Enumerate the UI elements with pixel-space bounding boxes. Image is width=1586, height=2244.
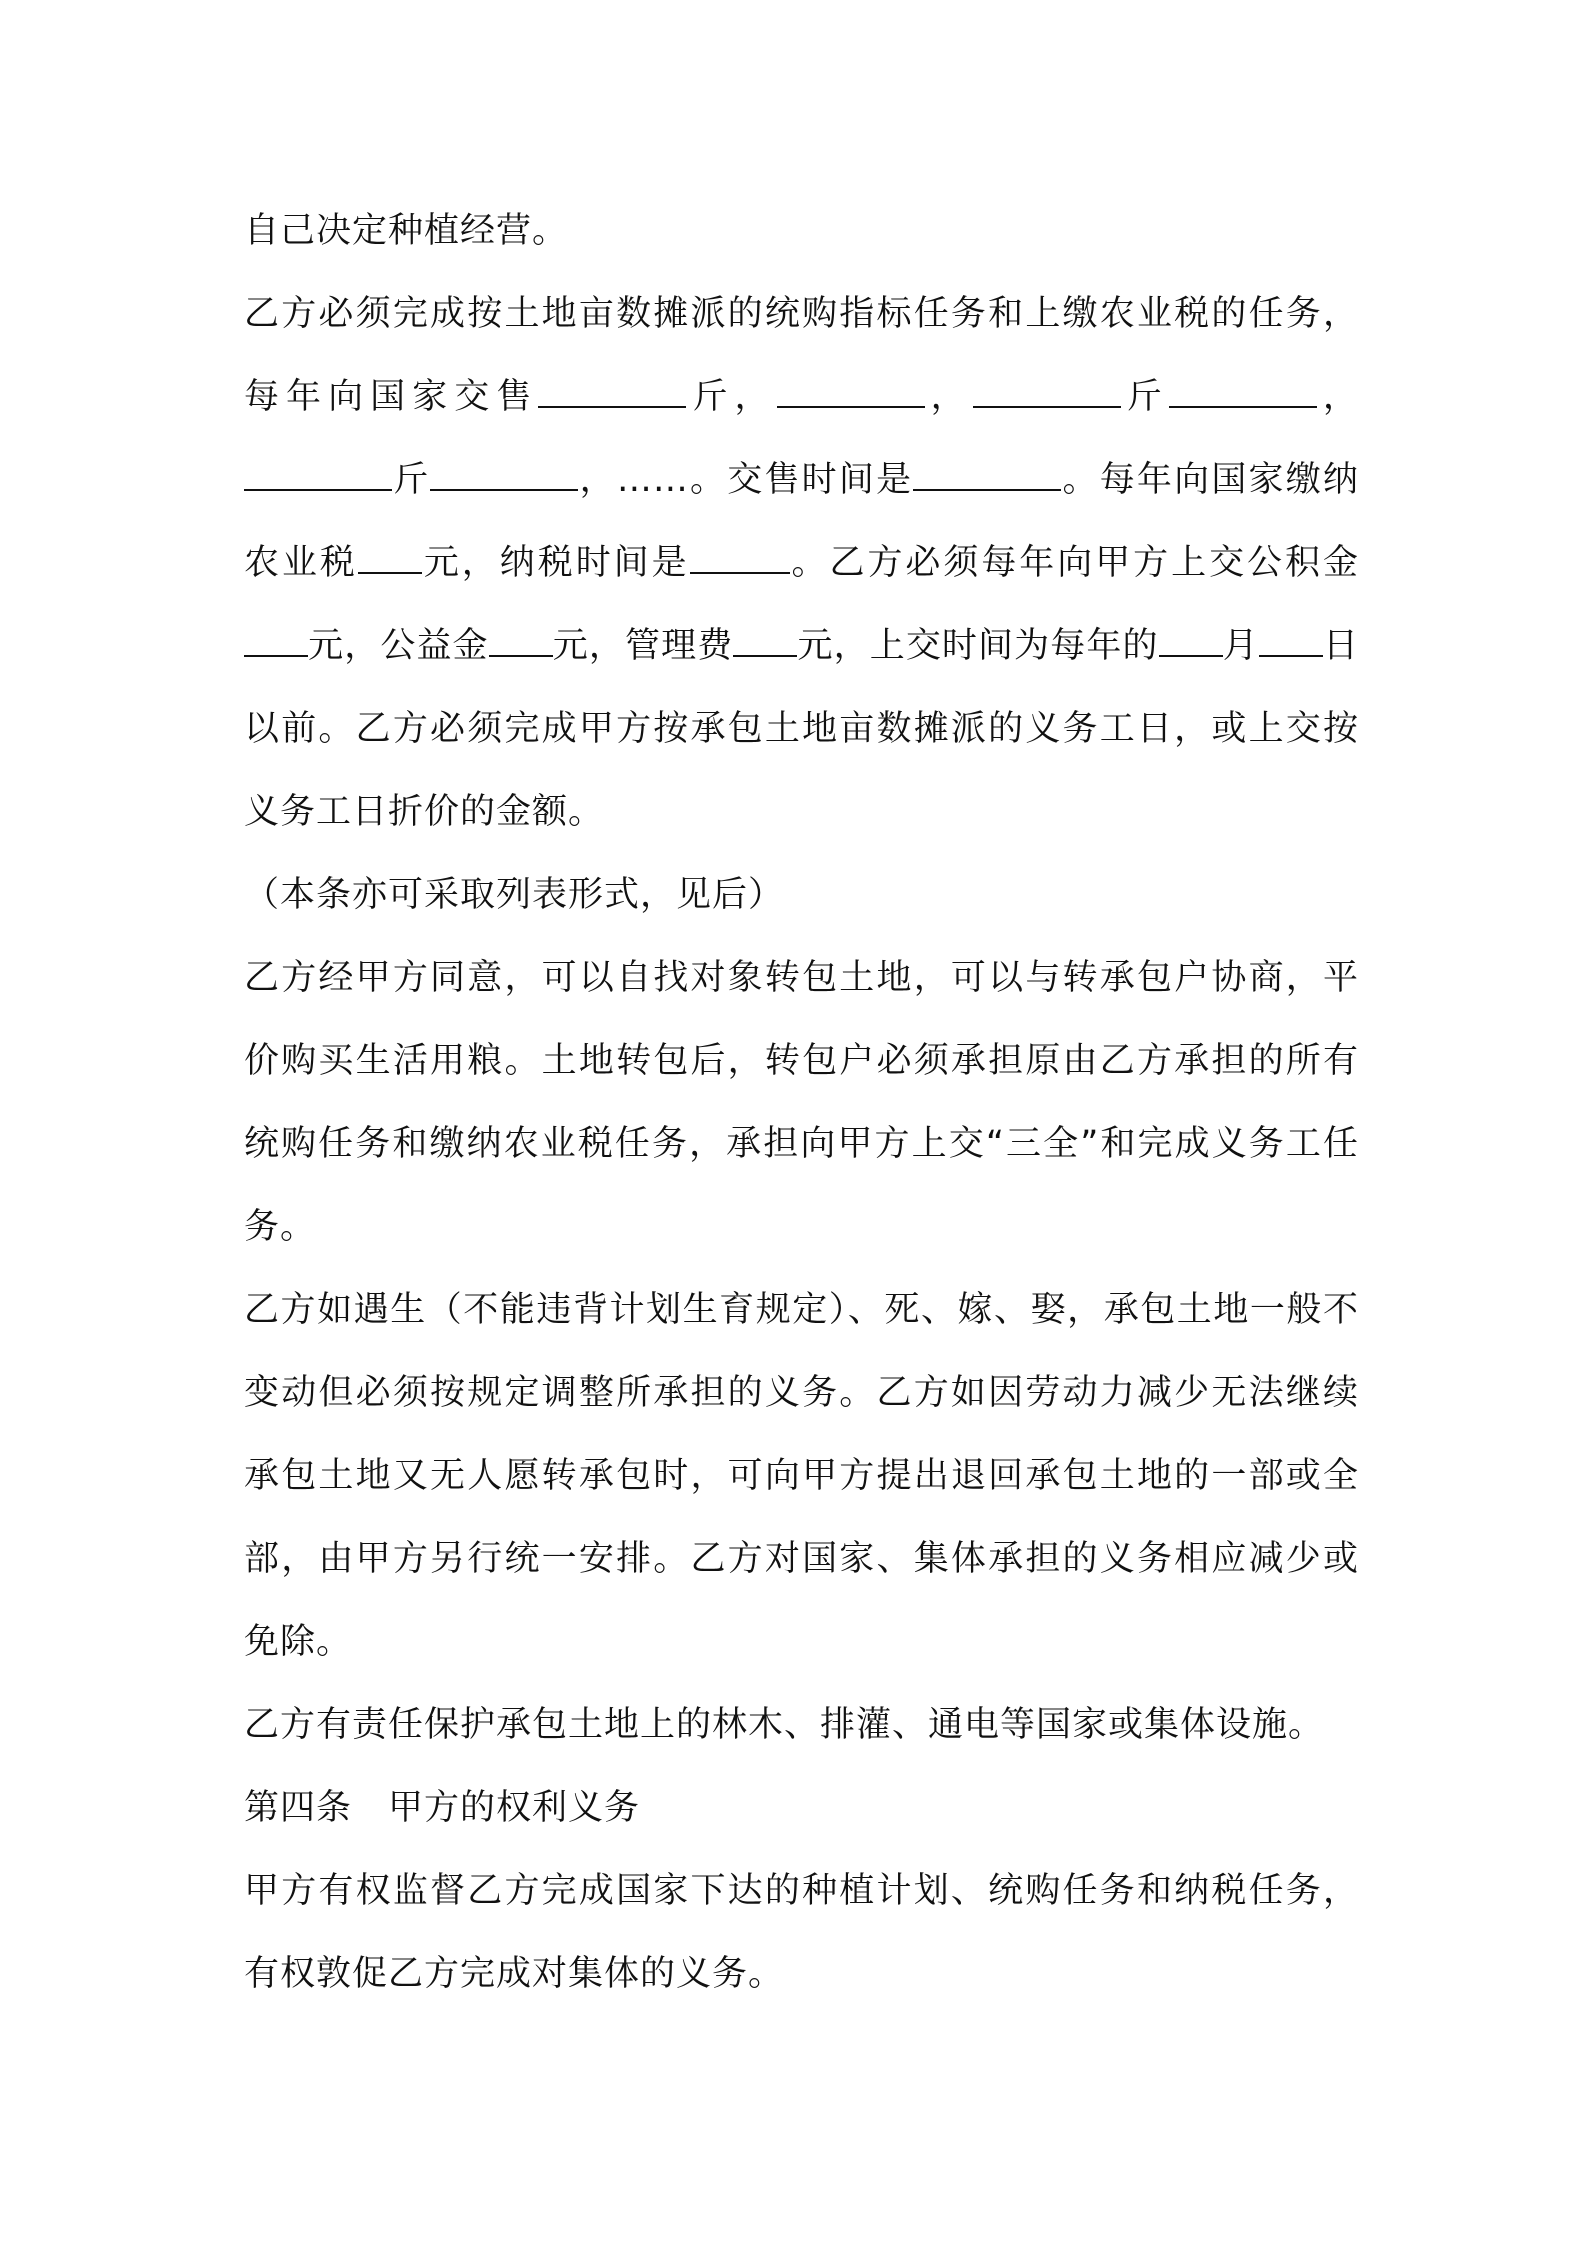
obligation-text: ，……。交售时间是 — [578, 460, 914, 500]
obligation-text: 日以前。乙方必须完成甲方按承包土地亩数摊派的义务工日，或上交按义务工日折价的金额。 — [244, 626, 1359, 832]
blank-field — [244, 461, 392, 491]
obligation-text: 。乙方必须每年向甲方上交公积金 — [789, 543, 1359, 583]
obligation-text: 斤 — [1120, 377, 1169, 417]
obligation-text: 斤 — [392, 460, 431, 500]
paragraph-obligations — [244, 273, 1359, 854]
paragraph-subcontract: 乙方经甲方同意，可以自找对象转包土地，可以与转承包户协商，平价购买生活用粮。土地转包后，转包户必须承担原由乙方承担的所有统购任务和缴纳农业税任务，承担向甲方上交“三全”和完成义务工任务。 — [244, 958, 1359, 1247]
paragraph-planting: 自己决定种植经营。 — [244, 211, 569, 251]
article-heading: 第四条 甲方的权利义务 — [244, 1788, 641, 1828]
document-body — [244, 190, 1359, 2016]
obligation-text: ， — [1316, 377, 1359, 417]
blank-field — [489, 627, 553, 657]
blank-field — [690, 544, 790, 574]
obligation-text: 元，纳税时间是 — [421, 543, 690, 583]
paragraph-party-a-rights: 甲方有权监督乙方完成国家下达的种植计划、统购任务和纳税任务，有权敦促乙方完成对集体的义务。 — [244, 1871, 1359, 1994]
obligation-text: 元，管理费 — [552, 626, 734, 666]
blank-field — [1259, 627, 1323, 657]
obligation-text: ， — [924, 377, 973, 417]
blank-field — [973, 378, 1121, 408]
paragraph-protection: 乙方有责任保护承包土地上的林木、排灌、通电等国家或集体设施。 — [244, 1705, 1325, 1745]
blank-field — [430, 461, 578, 491]
paragraph-note: （本条亦可采取列表形式，见后） — [244, 875, 785, 915]
obligation-text: 。每年向国家缴纳农业税 — [244, 460, 1359, 583]
blank-field — [538, 378, 686, 408]
obligation-text: 元，上交时间为每年的 — [797, 626, 1159, 666]
blank-field — [733, 627, 797, 657]
blank-field — [244, 627, 308, 657]
blank-field — [1169, 378, 1317, 408]
blank-field — [777, 378, 925, 408]
blank-field — [913, 461, 1061, 491]
obligation-text: 元，公益金 — [308, 626, 489, 666]
obligation-text: 斤， — [686, 377, 777, 417]
paragraph-adjustment: 乙方如遇生（不能违背计划生育规定）、死、嫁、娶，承包土地一般不变动但必须按规定调整所承担的义务。乙方如因劳动力减少无法继续承包土地又无人愿转承包时，可向甲方提出退回承包土地的一部或全部，由甲方另行统一安排。乙方对国家、集体承担的义务相应减少或免除。 — [244, 1290, 1359, 1662]
obligation-text: 月 — [1222, 626, 1259, 666]
blank-field — [1159, 627, 1223, 657]
blank-field — [358, 544, 422, 574]
obligation-text: 乙方必须完成按土地亩数摊派的统购指标任务和上缴农业税的任务，每年向国家交售 — [244, 294, 1359, 417]
